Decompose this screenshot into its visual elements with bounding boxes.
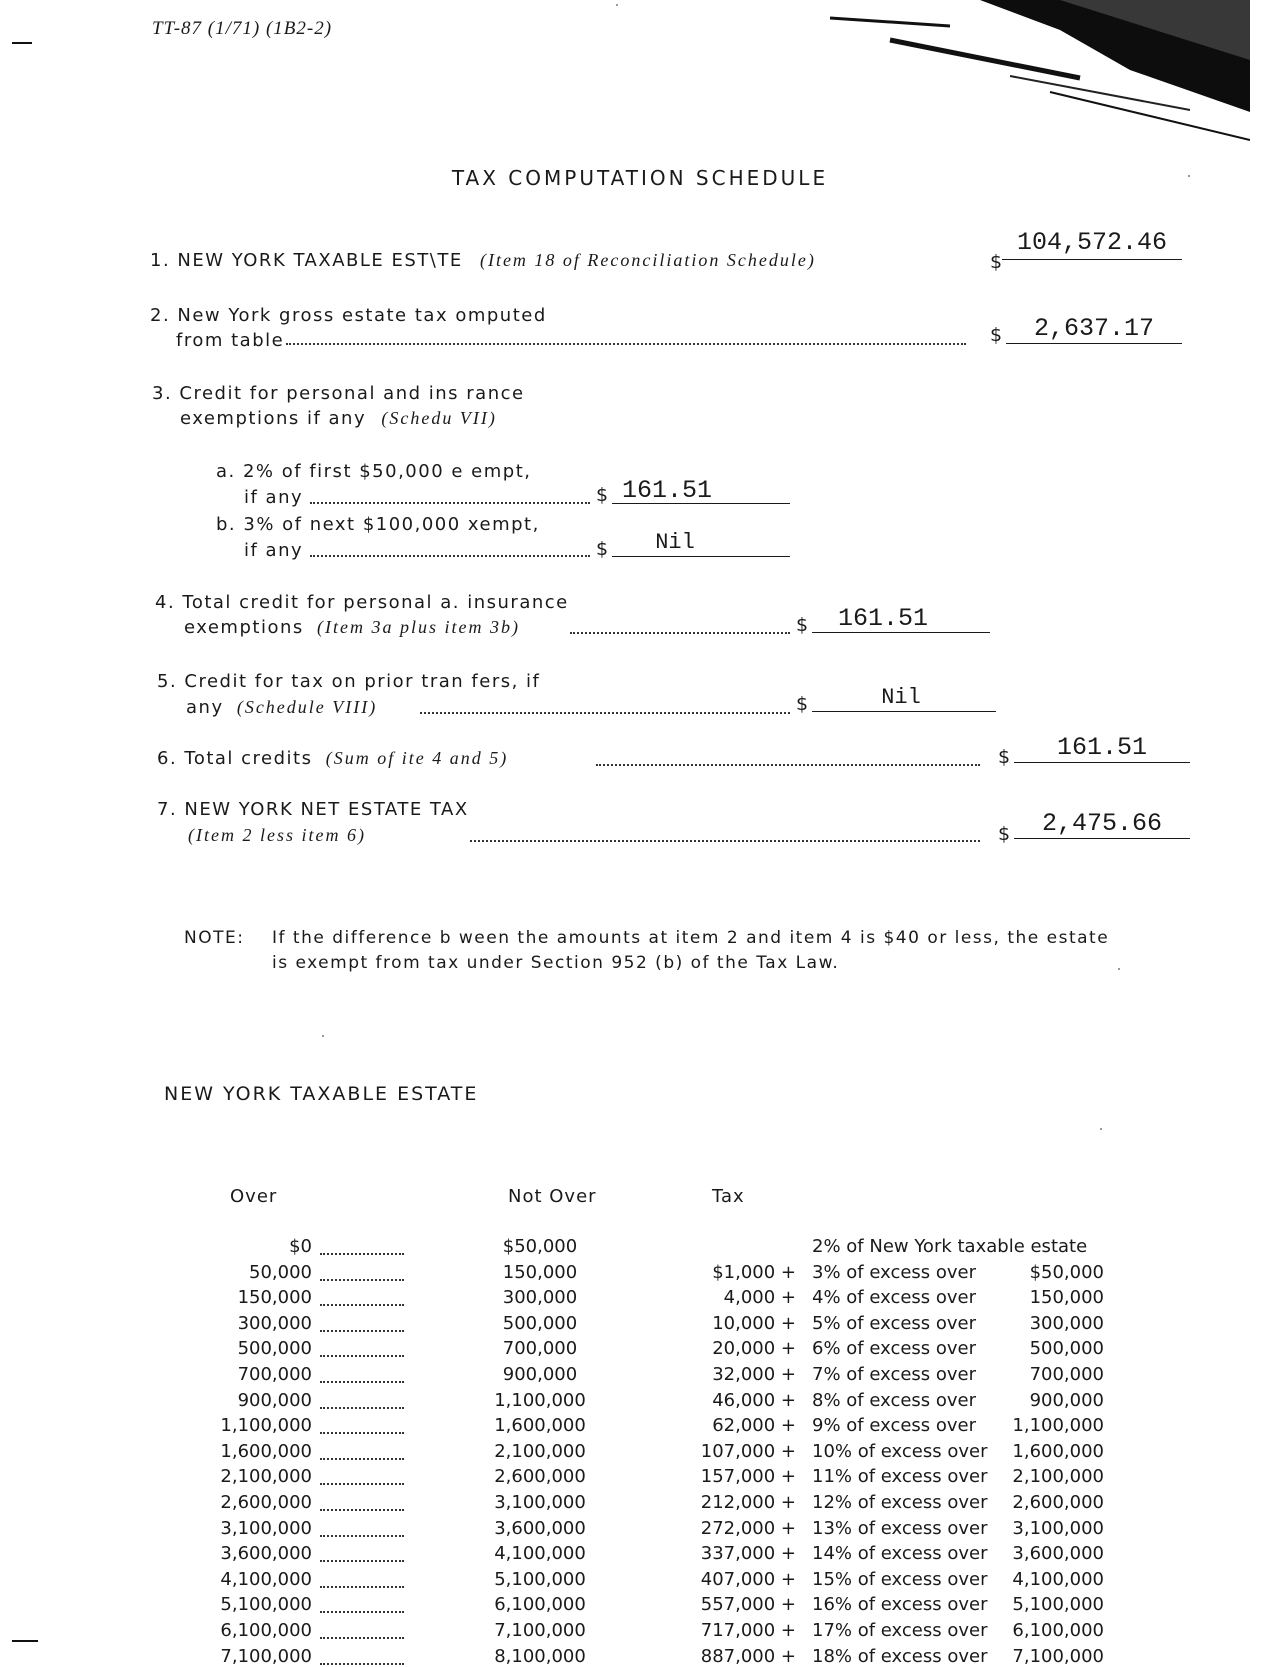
item-3-line1: 3. Credit for personal and ins rance — [152, 383, 525, 404]
row-not-over-value: 2,600,000 — [494, 1466, 586, 1487]
row-excess-over: 500,000 — [1029, 1338, 1104, 1359]
row-not-over-value: 300,000 — [502, 1287, 578, 1308]
row-tax-base: 46,000 + — [712, 1390, 796, 1411]
scan-edge-mark — [12, 42, 32, 44]
item-4-line2 — [184, 617, 520, 638]
row-excess-over: 2,600,000 — [1012, 1492, 1104, 1513]
row-not-over-value: 700,000 — [502, 1338, 578, 1359]
row-tax-base: 272,000 + — [700, 1518, 796, 1539]
row-tax-base: 157,000 + — [700, 1466, 796, 1487]
row-over-value: 700,000 — [237, 1364, 312, 1385]
row-tax-rate: 6% of excess over — [812, 1338, 977, 1359]
item-4-amount: 161.51 — [838, 604, 929, 633]
row-not-over-value: 3,100,000 — [494, 1492, 586, 1513]
scan-corner-smudge — [830, 0, 1250, 150]
row-leader-dots — [320, 1253, 404, 1255]
row-tax-rate: 13% of excess over — [812, 1518, 988, 1539]
row-not-over-value: 2,100,000 — [494, 1441, 586, 1462]
item-7-reference: (Item 2 less item 6) — [188, 825, 366, 845]
row-over-value: 3,100,000 — [220, 1518, 312, 1539]
row-tax-rate: 8% of excess over — [812, 1390, 977, 1411]
row-leader-dots — [320, 1407, 404, 1409]
note-line-2: is exempt from tax under Section 952 (b) of the Tax Law. — [272, 953, 840, 973]
item-6-underline — [1014, 762, 1190, 763]
row-tax-rate: 18% of excess over — [812, 1646, 988, 1667]
item-3b-dollar: $ — [596, 538, 609, 560]
row-not-over-value: 3,600,000 — [494, 1518, 586, 1539]
row-tax-base: 62,000 + — [712, 1415, 796, 1436]
item-5-text: any — [186, 697, 224, 718]
item-3a-amount: 161.51 — [622, 476, 713, 505]
row-tax-base: 32,000 + — [712, 1364, 796, 1385]
row-not-over-value: 7,100,000 — [494, 1620, 586, 1641]
item-2-amount: 2,637.17 — [1033, 314, 1155, 343]
row-tax-base: 557,000 + — [700, 1594, 796, 1615]
row-leader-dots — [320, 1560, 404, 1562]
row-tax-rate: 3% of excess over — [812, 1262, 977, 1283]
item-5-line2 — [186, 697, 377, 718]
item-7-leader-dots — [470, 840, 980, 842]
scan-speck — [322, 1035, 324, 1037]
form-id: TT-87 (1/71) (1B2-2) — [152, 18, 333, 39]
row-excess-over: 5,100,000 — [1012, 1594, 1104, 1615]
row-leader-dots — [320, 1355, 404, 1357]
item-4-dollar: $ — [796, 614, 809, 636]
row-not-over-value: 1,100,000 — [494, 1390, 586, 1411]
item-4-line1: 4. Total credit for personal a. insurance — [155, 592, 569, 613]
item-3b-line1: b. 3% of next $100,000 xempt, — [216, 514, 540, 535]
item-4-leader-dots — [570, 632, 790, 634]
item-1-text: 1. NEW YORK TAXABLE EST\TE — [150, 250, 463, 271]
row-excess-over: 7,100,000 — [1012, 1646, 1104, 1667]
item-5-reference: (Schedule VIII) — [236, 697, 378, 717]
item-4-reference: (Item 3a plus item 3b) — [316, 617, 520, 637]
row-tax-rate: 9% of excess over — [812, 1415, 977, 1436]
row-tax-rate: 14% of excess over — [812, 1543, 988, 1564]
row-over-value: 900,000 — [237, 1390, 312, 1411]
row-leader-dots — [320, 1483, 404, 1485]
item-2-leader-dots — [286, 343, 966, 345]
row-not-over-value: 150,000 — [502, 1262, 578, 1283]
row-excess-over: 6,100,000 — [1012, 1620, 1104, 1641]
row-leader-dots — [320, 1330, 404, 1332]
rate-schedule-title: NEW YORK TAXABLE ESTATE — [164, 1083, 479, 1105]
row-leader-dots — [320, 1458, 404, 1460]
row-leader-dots — [320, 1432, 404, 1434]
note-line-1: If the difference b ween the amounts at item 2 and item 4 is $40 or less, the estate — [272, 928, 1110, 948]
row-tax-rate: 16% of excess over — [812, 1594, 988, 1615]
row-over-value: 150,000 — [237, 1287, 312, 1308]
row-excess-over: 4,100,000 — [1012, 1569, 1104, 1590]
row-tax-rate: 15% of excess over — [812, 1569, 988, 1590]
item-3b-leader-dots — [310, 555, 590, 557]
item-5-amount: Nil — [881, 685, 921, 710]
item-5-leader-dots — [420, 712, 790, 714]
row-tax-base: 717,000 + — [700, 1620, 796, 1641]
row-tax-rate: 7% of excess over — [812, 1364, 977, 1385]
item-5-line1: 5. Credit for tax on prior tran fers, if — [157, 671, 541, 692]
row-tax-rate: 11% of excess over — [812, 1466, 988, 1487]
row-over-value: 4,100,000 — [220, 1569, 312, 1590]
row-tax-rate: 4% of excess over — [812, 1287, 977, 1308]
row-not-over-value: 6,100,000 — [494, 1594, 586, 1615]
row-tax-base: 20,000 + — [712, 1338, 796, 1359]
scan-speck — [1188, 175, 1190, 177]
schedule-title: TAX COMPUTATION SCHEDULE — [451, 166, 829, 190]
item-3b-line2: if any — [244, 540, 304, 561]
item-3b-underline — [612, 556, 790, 557]
item-6-text: 6. Total credits — [157, 748, 313, 769]
row-not-over-value: 4,100,000 — [494, 1543, 586, 1564]
row-tax-base: 407,000 + — [700, 1569, 796, 1590]
item-6-amount: 161.51 — [1056, 733, 1147, 762]
row-over-value: $0 — [289, 1236, 312, 1257]
note-label: NOTE: — [184, 928, 245, 948]
item-6-leader-dots — [596, 764, 980, 766]
row-tax-rate: 10% of excess over — [812, 1441, 988, 1462]
item-1-dollar: $ — [990, 251, 1003, 273]
item-3a-line2: if any — [244, 487, 304, 508]
item-1-reference: (Item 18 of Reconciliation Schedule) — [479, 250, 816, 270]
row-not-over-value: 8,100,000 — [494, 1646, 586, 1667]
row-over-value: 2,100,000 — [220, 1466, 312, 1487]
row-not-over-value: 5,100,000 — [494, 1569, 586, 1590]
row-excess-over: 2,100,000 — [1012, 1466, 1104, 1487]
row-over-value: 500,000 — [237, 1338, 312, 1359]
row-not-over-value: 1,600,000 — [494, 1415, 586, 1436]
row-leader-dots — [320, 1663, 404, 1665]
item-7-amount: 2,475.66 — [1041, 809, 1163, 838]
row-over-value: 300,000 — [237, 1313, 312, 1334]
item-7-dollar: $ — [998, 823, 1011, 845]
row-leader-dots — [320, 1279, 404, 1281]
item-2-line2: from table — [176, 330, 285, 351]
row-not-over-value: $50,000 — [502, 1236, 578, 1257]
item-3-reference: (Schedu VII) — [381, 408, 497, 428]
row-tax-rate: 17% of excess over — [812, 1620, 988, 1641]
row-leader-dots — [320, 1611, 404, 1613]
item-6-dollar: $ — [998, 746, 1011, 768]
row-over-value: 5,100,000 — [220, 1594, 312, 1615]
row-over-value: 7,100,000 — [220, 1646, 312, 1667]
row-leader-dots — [320, 1637, 404, 1639]
row-tax-base: 887,000 + — [700, 1646, 796, 1667]
row-excess-over: 700,000 — [1029, 1364, 1104, 1385]
row-tax-base: 212,000 + — [700, 1492, 796, 1513]
row-excess-over: 150,000 — [1029, 1287, 1104, 1308]
row-tax-base: 107,000 + — [700, 1441, 796, 1462]
item-3a-dollar: $ — [596, 484, 609, 506]
item-6-reference: (Sum of ite 4 and 5) — [325, 748, 509, 768]
item-6-label — [157, 748, 508, 769]
row-excess-over: 900,000 — [1029, 1390, 1104, 1411]
row-excess-over: 3,100,000 — [1012, 1518, 1104, 1539]
item-1-label — [150, 250, 816, 271]
scan-speck — [1100, 1128, 1102, 1130]
scan-speck — [1118, 968, 1120, 970]
row-leader-dots — [320, 1586, 404, 1588]
row-over-value: 3,600,000 — [220, 1543, 312, 1564]
row-over-value: 2,600,000 — [220, 1492, 312, 1513]
item-3-text: exemptions if any — [180, 408, 367, 429]
row-leader-dots — [320, 1381, 404, 1383]
row-excess-over: 3,600,000 — [1012, 1543, 1104, 1564]
item-5-dollar: $ — [796, 693, 809, 715]
item-7-underline — [1014, 838, 1190, 839]
item-2-dollar: $ — [990, 324, 1003, 346]
row-over-value: 6,100,000 — [220, 1620, 312, 1641]
item-2-line1: 2. New York gross estate tax omputed — [150, 305, 547, 326]
column-header-not-over: Not Over — [508, 1186, 597, 1207]
item-2-underline — [1006, 343, 1182, 344]
item-5-underline — [812, 711, 996, 712]
item-1-amount: 104,572.46 — [1016, 228, 1168, 257]
row-over-value: 1,100,000 — [220, 1415, 312, 1436]
item-3-line2 — [180, 408, 497, 429]
row-tax-base: $1,000 + — [712, 1262, 796, 1283]
row-tax-base: 10,000 + — [712, 1313, 796, 1334]
column-header-over: Over — [230, 1186, 278, 1207]
item-1-underline — [1002, 259, 1182, 260]
row-leader-dots — [320, 1535, 404, 1537]
row-tax-rate: 5% of excess over — [812, 1313, 977, 1334]
row-excess-over: 300,000 — [1029, 1313, 1104, 1334]
item-4-text: exemptions — [184, 617, 304, 638]
row-tax-rate: 2% of New York taxable estate — [812, 1236, 1088, 1257]
column-header-tax: Tax — [712, 1186, 745, 1207]
row-not-over-value: 500,000 — [502, 1313, 578, 1334]
row-excess-over: $50,000 — [1029, 1262, 1104, 1283]
row-over-value: 50,000 — [249, 1262, 312, 1283]
item-4-underline — [812, 632, 990, 633]
row-leader-dots — [320, 1304, 404, 1306]
scan-speck — [616, 4, 618, 6]
item-7-line1: 7. NEW YORK NET ESTATE TAX — [157, 799, 469, 820]
row-leader-dots — [320, 1509, 404, 1511]
item-3a-line1: a. 2% of first $50,000 e empt, — [216, 461, 532, 482]
row-tax-base: 337,000 + — [700, 1543, 796, 1564]
item-3a-underline — [612, 503, 790, 504]
row-over-value: 1,600,000 — [220, 1441, 312, 1462]
item-3a-leader-dots — [310, 502, 590, 504]
row-not-over-value: 900,000 — [502, 1364, 578, 1385]
item-3b-amount: Nil — [655, 530, 695, 555]
row-tax-base: 4,000 + — [723, 1287, 796, 1308]
row-tax-rate: 12% of excess over — [812, 1492, 988, 1513]
scan-edge-mark — [12, 1640, 38, 1642]
row-excess-over: 1,600,000 — [1012, 1441, 1104, 1462]
row-excess-over: 1,100,000 — [1012, 1415, 1104, 1436]
